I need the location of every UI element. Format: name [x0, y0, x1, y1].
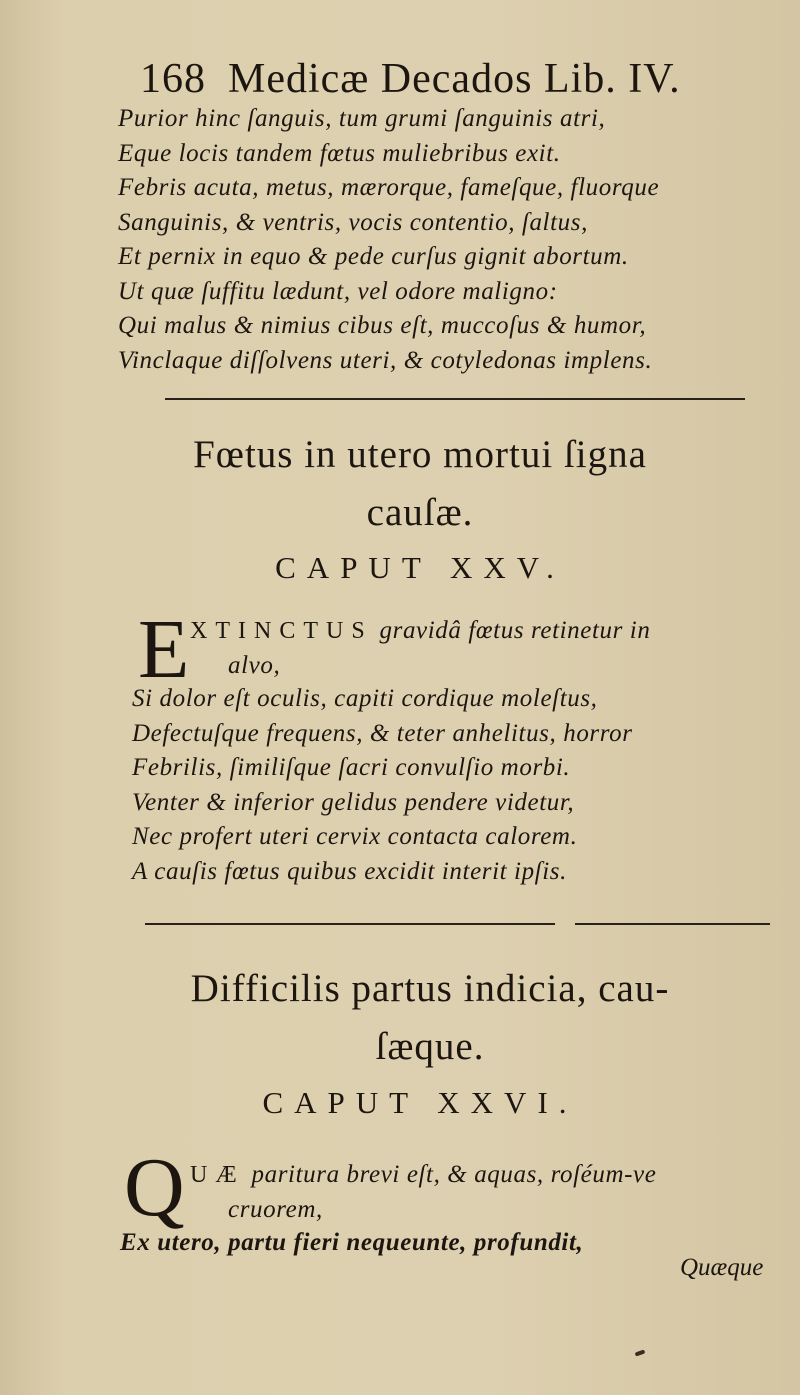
drop-cap: Q — [124, 1141, 185, 1234]
section-title — [110, 960, 750, 1076]
section-title-line: Difficilis partus indicia, cau- — [190, 967, 670, 1010]
section-title-line: Fœtus in utero mortui ſigna — [193, 433, 647, 476]
verse-line: Vinclaque diſſolvens uteri, & cotyledonas implens. — [118, 346, 653, 374]
verse-block-2 — [132, 682, 800, 889]
verse-line: Si dolor eſt oculis, capiti cordique moleſtus, — [132, 685, 598, 712]
verse-opening — [190, 614, 800, 683]
verse-line: alvo, — [228, 651, 281, 679]
opening-text: paritura brevi eſt, & aquas, roſéum-ve — [251, 1161, 657, 1188]
verse-line: Febrilis, ſimiliſque ſacri convulſio morbi. — [132, 754, 571, 781]
verse-line: A cauſis fœtus quibus excidit interit ipſis. — [132, 857, 567, 885]
catchword: Quæque — [680, 1254, 764, 1281]
verse-line: Purior hinc ſanguis, tum grumi ſanguinis atri, — [118, 105, 606, 132]
chapter-heading: CAPUT XXV. — [275, 550, 565, 585]
section-divider — [165, 398, 745, 400]
ink-speck — [635, 1349, 646, 1356]
verse-line: Ut quæ ſuffitu lædunt, vel odore maligno: — [118, 277, 558, 305]
section-title-line: cauſæ. — [366, 491, 474, 534]
verse-block-1 — [118, 102, 798, 378]
verse-line: Defectuſque frequens, & teter anhelitus, horror — [132, 719, 633, 747]
verse-line: Sanguinis, & ventris, vocis contentio, ſaltus, — [118, 208, 588, 236]
page-number: 168 — [140, 56, 206, 102]
chapter-heading: CAPUT XXVI. — [262, 1085, 578, 1120]
verse-line: cruorem, — [228, 1195, 323, 1223]
verse-line: Eque locis tandem fœtus muliebribus exit. — [118, 139, 561, 167]
section-divider-right — [575, 923, 770, 925]
opening-small-caps: XTINCTUS — [190, 618, 373, 644]
verse-opening — [190, 1158, 800, 1227]
section-title-line: ſæque. — [375, 1025, 485, 1068]
verse-line: Febris acuta, metus, mærorque, fameſque, fluorque — [118, 174, 660, 201]
verse-line: Venter & inferior gelidus pendere videtur, — [132, 788, 575, 816]
drop-cap: E — [138, 603, 190, 696]
verse-line: Et pernix in equo & pede curſus gignit abortum. — [118, 243, 629, 270]
verse-line: Ex utero, partu fieri nequeunte, profundit, — [120, 1229, 584, 1256]
verse-line: Qui malus & nimius cibus eſt, muccoſus & humor, — [118, 312, 647, 339]
running-title: Medicæ Decados Lib. IV. — [228, 56, 681, 102]
opening-small-caps: UÆ — [190, 1162, 245, 1188]
section-divider-left — [145, 923, 555, 925]
section-title — [100, 426, 740, 542]
opening-text: gravidâ fœtus retinetur in — [379, 617, 651, 644]
verse-line: Nec profert uteri cervix contacta calorem. — [132, 823, 578, 850]
